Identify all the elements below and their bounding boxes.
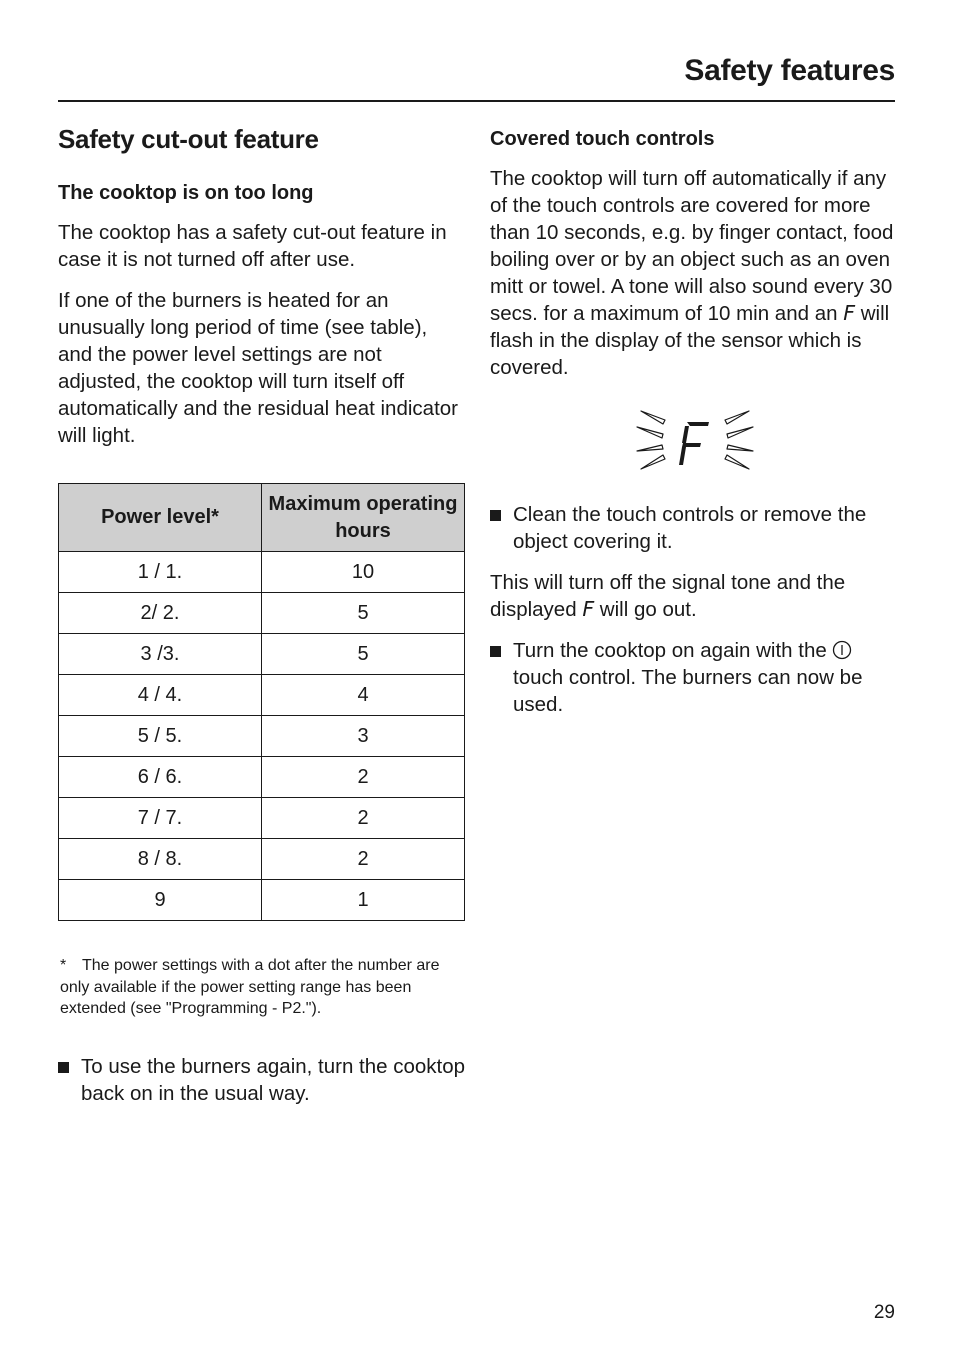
bullet-text: touch control. The burners can now be used. [513,666,863,716]
page-number: 29 [873,1302,895,1323]
table-cell: 2 [262,839,465,880]
table-header-row [59,484,465,552]
table-footnote [58,955,466,1020]
instruction-bullet-clean [490,501,895,555]
table-row [59,839,465,880]
table-row [59,634,465,675]
table-row [59,798,465,839]
left-column [58,124,466,1107]
table-cell: 1 / 1. [59,552,262,593]
subsection-title-on-too-long: The cooktop is on too long [58,182,314,204]
column-header-max-hours: Maximum operating hours [262,484,465,552]
column-header-power-level: Power level* [59,484,262,552]
table-row [59,675,465,716]
table-cell: 9 [59,880,262,921]
table-cell: 5 [262,593,465,634]
paragraph-text: will flash in the display of the sensor which is covered. [490,302,890,379]
table-row [59,880,465,921]
f-display-glyph: F [582,597,595,621]
table-cell: 7 / 7. [59,798,262,839]
table-cell: 5 [262,634,465,675]
bullet-square-icon [490,510,501,521]
power-level-table [58,483,465,921]
page-title: Safety features [684,54,895,87]
table-cell: 6 / 6. [59,757,262,798]
table-row [59,716,465,757]
table-cell: 2 [262,757,465,798]
table-cell: 5 / 5. [59,716,262,757]
table-cell: 1 [262,880,465,921]
table-cell: 8 / 8. [59,839,262,880]
table-cell: 4 / 4. [59,675,262,716]
table-cell: 3 /3. [59,634,262,675]
paragraph-text: This will turn off the signal tone and the displayed [490,571,846,621]
table-row [59,593,465,634]
paragraph-covered-controls [490,165,895,381]
table-row [59,552,465,593]
footnote-text: The power settings with a dot after the number are only available if the power setting range has been extended (see "Programming - P2."). [60,957,440,1017]
right-column [490,128,895,718]
paragraph-intro: The cooktop has a safety cut-out feature in case it is not turned off after use. [58,221,447,271]
table-cell: 2 [262,798,465,839]
bullet-text: Turn the cooktop on again with the [513,639,833,662]
table-cell: 3 [262,716,465,757]
paragraph-details: If one of the burners is heated for an unusually long period of time (see table), and the power level settings are not adjusted, the cooktop will turn itself off automatically and the residual heat indicator will light. [58,289,458,447]
instruction-bullet-restart [58,1053,466,1107]
flashing-f-display-icon [635,407,755,479]
paragraph-signal-off [490,569,895,623]
table-row [59,757,465,798]
footnote-mark: * [60,957,67,974]
paragraph-text: The cooktop will turn off automatically if any of the touch controls are covered for more than 10 seconds, e.g. by finger contact, food boiling over or by an object such as an oven mitt or towel. A tone will also sound every 30 secs. for a maximum of 10 min and an [490,167,894,325]
instruction-bullet-turn-on [490,637,895,718]
paragraph-text: will go out. [594,598,697,621]
bullet-text: Clean the touch controls or remove the object covering it. [513,503,867,553]
bullet-text: To use the burners again, turn the cooktop back on in the usual way. [81,1054,466,1105]
subsection-title-covered-controls: Covered touch controls [490,128,715,150]
power-icon [832,640,852,660]
table-cell: 4 [262,675,465,716]
bullet-square-icon [490,646,501,657]
table-cell: 10 [262,552,465,593]
f-display-glyph: F [843,301,856,325]
page-header [58,50,895,102]
bullet-square-icon [58,1062,69,1073]
table-cell: 2/ 2. [59,593,262,634]
section-title: Safety cut-out feature [58,124,319,154]
